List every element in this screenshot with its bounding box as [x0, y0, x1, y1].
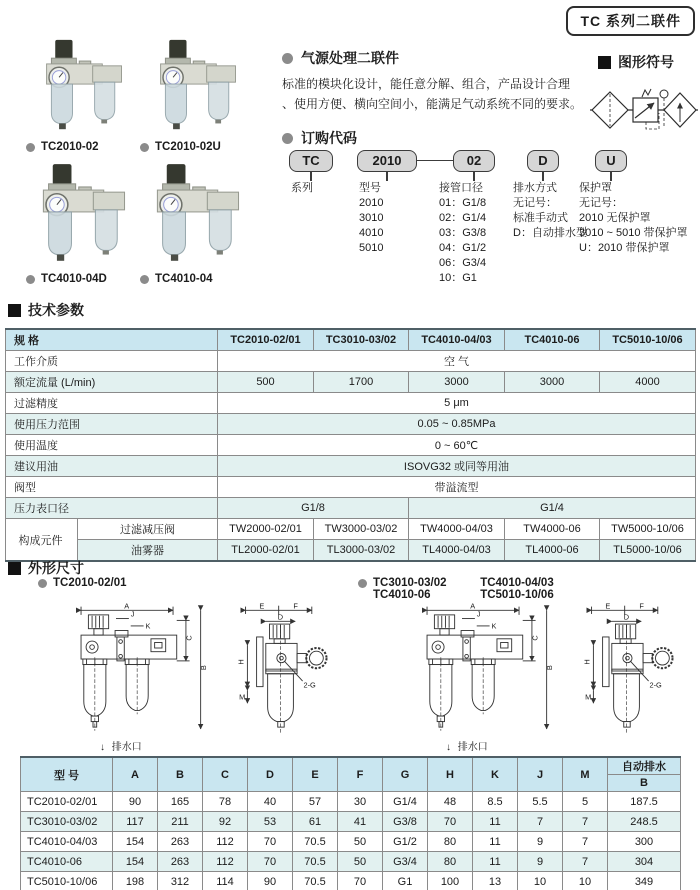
product-photo-tc4010-04d	[26, 162, 144, 285]
cell: 154	[113, 832, 158, 852]
cell: 50	[338, 852, 383, 872]
product-label: TC2010-02U	[155, 141, 221, 153]
header-cell: TC2010-02/01	[218, 329, 314, 351]
intro-line2: 、使用方便、横向空间小，能满足气动系统不同的要求。	[282, 97, 583, 111]
cell: 5 μm	[218, 393, 696, 414]
cell: 7	[563, 832, 608, 852]
square-bullet-icon	[8, 304, 21, 317]
cell: TL4000-06	[505, 540, 600, 562]
cell: 312	[158, 872, 203, 890]
cell: 112	[203, 832, 248, 852]
cell: 11	[473, 832, 518, 852]
cell: 10	[518, 872, 563, 890]
square-bullet-icon	[598, 56, 611, 69]
row-label: 额定流量 (L/min)	[6, 372, 218, 393]
cell: 78	[203, 792, 248, 812]
drain-arrow-icon: ↓	[100, 742, 105, 753]
row-label: 过滤精度	[6, 393, 218, 414]
cell: 165	[158, 792, 203, 812]
code-col-model	[345, 150, 433, 256]
graphic-symbol-title: 图形符号	[618, 54, 674, 70]
cell: 248.5	[608, 812, 681, 832]
header-cell: B	[608, 775, 681, 792]
cell: TL2000-02/01	[218, 540, 314, 562]
code-tick	[473, 172, 475, 181]
code-tick	[542, 172, 544, 181]
row-sublabel: 油雾器	[78, 540, 218, 562]
header-cell: D	[248, 757, 293, 792]
dimension-table	[20, 756, 681, 890]
cell: 211	[158, 812, 203, 832]
ordering-diagram	[285, 150, 697, 300]
cell: ISOVG32 或同等用油	[218, 456, 696, 477]
tech-params-title: 技术参数	[28, 302, 84, 318]
frl-unit-image	[149, 38, 249, 134]
cell: 40	[248, 792, 293, 812]
cell: 10	[563, 872, 608, 890]
code-desc: 4010	[359, 227, 384, 239]
code-desc: 3010	[359, 212, 384, 224]
code-desc: 02：G1/4	[439, 212, 487, 224]
code-desc: 01：G1/8	[439, 197, 487, 209]
cell: 70	[248, 852, 293, 872]
cell: 48	[428, 792, 473, 812]
cell: TL4000-04/03	[409, 540, 505, 562]
cell: 9	[518, 852, 563, 872]
drain-arrow-icon: ↓	[446, 742, 451, 753]
row-label: 压力表口径	[6, 498, 218, 519]
tech-row-gauge-port	[6, 498, 696, 519]
header-cell: TC4010-06	[505, 329, 600, 351]
code-desc: 标准手动式	[513, 212, 568, 224]
tech-row-pressure	[6, 414, 696, 435]
ordering-title: 订购代码	[301, 130, 357, 146]
code-desc: D：自动排水型	[513, 227, 587, 239]
cell: G3/8	[383, 812, 428, 832]
code-desc: 5010	[359, 242, 384, 254]
cell: 90	[248, 872, 293, 890]
cell: G1/2	[383, 832, 428, 852]
cell: 70	[248, 832, 293, 852]
square-bullet-icon	[8, 562, 21, 575]
series-title-box	[566, 6, 695, 36]
product-label: TC4010-04D	[41, 273, 107, 285]
cell: 92	[203, 812, 248, 832]
cell: 90	[113, 792, 158, 812]
cell: 70.5	[293, 832, 338, 852]
drawing-label-right	[358, 577, 554, 601]
cell: 263	[158, 852, 203, 872]
code-desc: 2010	[359, 197, 384, 209]
code-box-d: D	[527, 150, 559, 172]
header-cell: 自动排水	[608, 757, 681, 775]
bullet-icon	[358, 579, 367, 588]
code-desc: 无记号：	[579, 197, 623, 209]
intro-heading: 气源处理二联件	[301, 50, 399, 66]
model-cell: TC3010-03/02	[21, 812, 113, 832]
header-cell: C	[203, 757, 248, 792]
model-cell: TC4010-04/03	[21, 832, 113, 852]
cell: 30	[338, 792, 383, 812]
cell: 57	[293, 792, 338, 812]
header-cell: F	[338, 757, 383, 792]
bullet-icon	[282, 133, 293, 144]
cell: TL5000-10/06	[600, 540, 696, 562]
cell: 5	[563, 792, 608, 812]
cell: 9	[518, 832, 563, 852]
cell: 0.05 ~ 0.85MPa	[218, 414, 696, 435]
code-desc: 06：G3/4	[439, 257, 487, 269]
cell: 7	[518, 812, 563, 832]
cell: 349	[608, 872, 681, 890]
bullet-icon	[26, 143, 35, 152]
row-sublabel: 过滤减压阀	[78, 519, 218, 540]
dimension-drawing-tc3010-5010	[398, 602, 698, 754]
tech-row-temperature	[6, 435, 696, 456]
cell: 80	[428, 832, 473, 852]
cell: 4000	[600, 372, 696, 393]
cell: TW5000-10/06	[600, 519, 696, 540]
code-desc: 型号	[359, 182, 381, 194]
cell: 263	[158, 832, 203, 852]
svg-text:↓ 排水口	[446, 740, 488, 753]
header-cell: A	[113, 757, 158, 792]
dimension-row	[21, 812, 681, 832]
code-box-2010: 2010	[357, 150, 417, 172]
row-label: 建议用油	[6, 456, 218, 477]
tech-row-valve	[6, 477, 696, 498]
code-desc: 2010 无保护罩	[579, 212, 651, 224]
code-col-cover	[573, 150, 697, 256]
cell: G1/4	[383, 792, 428, 812]
cell: 61	[293, 812, 338, 832]
pneumatic-symbol-diagram	[590, 80, 698, 138]
tech-header-row	[6, 329, 696, 351]
model-cell: TC5010-10/06	[21, 872, 113, 890]
code-desc: 3010 ~ 5010 带保护罩	[579, 227, 688, 239]
code-tick	[386, 172, 388, 181]
cell: 154	[113, 852, 158, 872]
drawing-model: TC3010-03/02	[373, 577, 447, 589]
tech-params-heading	[8, 300, 84, 320]
graphic-symbol-heading	[598, 52, 674, 72]
cell: 13	[473, 872, 518, 890]
cell: 187.5	[608, 792, 681, 812]
cell: G1	[383, 872, 428, 890]
cell: 304	[608, 852, 681, 872]
cell: 70.5	[293, 872, 338, 890]
header-cell: 规 格	[6, 329, 218, 351]
cell: 7	[563, 812, 608, 832]
dimensions-title: 外形尺寸	[28, 560, 84, 576]
code-desc: 03：G3/8	[439, 227, 487, 239]
series-title: TC 系列二联件	[580, 13, 681, 29]
bullet-icon	[26, 275, 35, 284]
svg-text:↓ 排水口	[100, 740, 142, 753]
cell: 3000	[409, 372, 505, 393]
code-box-02: 02	[453, 150, 495, 172]
cell: 114	[203, 872, 248, 890]
drawing-model: TC5010-10/06	[480, 589, 554, 601]
product-photo-tc2010-02u	[140, 38, 258, 153]
cell: G1/4	[409, 498, 696, 519]
code-tick	[610, 172, 612, 181]
bullet-icon	[282, 53, 293, 64]
drawing-model: TC4010-06	[373, 589, 431, 601]
tech-row-lubricator	[6, 540, 696, 562]
tech-specs-table	[5, 328, 696, 562]
cell: G3/4	[383, 852, 428, 872]
cell: 500	[218, 372, 314, 393]
header-cell: M	[563, 757, 608, 792]
product-photo-tc4010-04	[140, 162, 258, 285]
drain-label: 排水口	[111, 742, 142, 753]
bullet-icon	[38, 579, 47, 588]
cell: 3000	[505, 372, 600, 393]
ordering-heading	[282, 128, 357, 148]
frl-unit-image	[35, 38, 135, 134]
row-label: 工作介质	[6, 351, 218, 372]
cell: TW4000-04/03	[409, 519, 505, 540]
drawing-model: TC2010-02/01	[53, 577, 127, 589]
code-desc: U：2010 带保护罩	[579, 242, 670, 254]
tech-row-medium	[6, 351, 696, 372]
cell: 70.5	[293, 852, 338, 872]
cell: 70	[428, 812, 473, 832]
header-cell: E	[293, 757, 338, 792]
header-cell: H	[428, 757, 473, 792]
product-photo-tc2010-02	[26, 38, 144, 153]
cell: 50	[338, 832, 383, 852]
code-desc: 保护罩	[579, 182, 612, 194]
cell: 11	[473, 812, 518, 832]
header-cell: TC4010-04/03	[409, 329, 505, 351]
cell: 0 ~ 60℃	[218, 435, 696, 456]
cell: TW3000-03/02	[314, 519, 409, 540]
code-col-port	[437, 150, 509, 286]
code-col-series	[287, 150, 339, 196]
cell: 1700	[314, 372, 409, 393]
code-desc: 04：G1/2	[439, 242, 487, 254]
cell: 带溢流型	[218, 477, 696, 498]
row-label: 使用压力范围	[6, 414, 218, 435]
tech-row-filtration	[6, 393, 696, 414]
dimension-row	[21, 832, 681, 852]
cell: 8.5	[473, 792, 518, 812]
cell: 112	[203, 852, 248, 872]
code-box-tc: TC	[289, 150, 333, 172]
cell: 5.5	[518, 792, 563, 812]
dimension-row	[21, 872, 681, 890]
frl-unit-image	[31, 162, 139, 266]
cell: 70	[338, 872, 383, 890]
header-cell: J	[518, 757, 563, 792]
cell: 117	[113, 812, 158, 832]
cell: 100	[428, 872, 473, 890]
code-box-u: U	[595, 150, 627, 172]
product-label: TC4010-04	[155, 273, 213, 285]
row-label: 构成元件	[6, 519, 78, 562]
cell: 198	[113, 872, 158, 890]
intro-section	[282, 48, 600, 114]
cell: TL3000-03/02	[314, 540, 409, 562]
header-cell: K	[473, 757, 518, 792]
tech-row-oil	[6, 456, 696, 477]
header-cell: TC5010-10/06	[600, 329, 696, 351]
tech-row-flow	[6, 372, 696, 393]
dimensions-heading	[8, 558, 84, 578]
cell: 7	[563, 852, 608, 872]
header-cell: B	[158, 757, 203, 792]
header-cell: 型 号	[21, 757, 113, 792]
cell: TW2000-02/01	[218, 519, 314, 540]
product-label: TC2010-02	[41, 141, 99, 153]
row-label: 使用温度	[6, 435, 218, 456]
drawing-model: TC4010-04/03	[480, 577, 554, 589]
cell: 80	[428, 852, 473, 872]
model-cell: TC4010-06	[21, 852, 113, 872]
drain-label: 排水口	[457, 742, 488, 753]
cell: 53	[248, 812, 293, 832]
header-cell: G	[383, 757, 428, 792]
cell: G1/8	[218, 498, 409, 519]
cell: TW4000-06	[505, 519, 600, 540]
cell: 空 气	[218, 351, 696, 372]
model-cell: TC2010-02/01	[21, 792, 113, 812]
header-cell: TC3010-03/02	[314, 329, 409, 351]
bullet-icon	[140, 275, 149, 284]
bullet-icon	[140, 143, 149, 152]
dimension-row	[21, 852, 681, 872]
intro-line1: 标准的模块化设计，能任意分解、组合，产品设计合理	[282, 77, 571, 91]
dim-header-row	[21, 757, 681, 775]
code-desc: 接管口径	[439, 182, 483, 194]
dimension-drawing-tc2010	[52, 602, 352, 754]
code-desc: 无记号：	[513, 197, 557, 209]
row-label: 阀型	[6, 477, 218, 498]
cell: 41	[338, 812, 383, 832]
code-desc: 排水方式	[513, 182, 557, 194]
drawing-label-left	[38, 577, 127, 589]
dimension-row	[21, 792, 681, 812]
code-desc: 系列	[291, 182, 313, 194]
code-tick	[310, 172, 312, 181]
frl-unit-image	[145, 162, 253, 266]
cell: 11	[473, 852, 518, 872]
code-desc: 10：G1	[439, 272, 477, 284]
tech-row-regulator	[6, 519, 696, 540]
cell: 300	[608, 832, 681, 852]
